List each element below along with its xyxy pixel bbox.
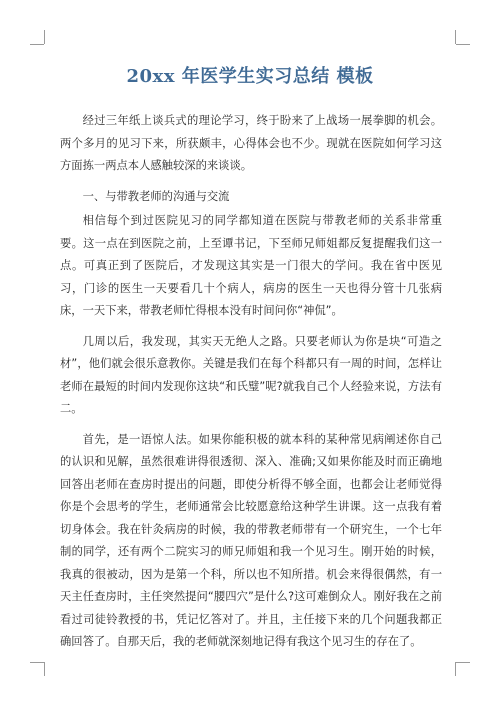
intro-paragraph: 经过三年纸上谈兵式的理论学习，终于盼来了上战场一展拳脚的机会。两个多月的见习下来，所获颇丰，心得体会也不少。现就在医院如何学习这方面拣一两点本人感触较深的来谈谈。 (60, 114, 442, 172)
document-title: 20xx 年医学生实习总结 模板 (126, 66, 374, 87)
body-paragraph: 相信每个到过医院见习的同学都知道在医院与带教老师的关系非常重要。这一点在到医院之前，上至谭书记，下至师兄师姐都反复提醒我们这一点。可真正到了医院后，才发现这其实是一门很大的学问。我在省中医见习，门诊的医生一天要看几十个病人，病房的医生一天也得分管十几张病床，一天下来，带教老师忙得根本没有时间问你“神侃”。 (60, 214, 442, 317)
body-paragraph: 几周以后，我发现，其实天无绝人之路。只要老师认为你是块“可造之材”，他们就会很乐意教你。关键是我们在每个科都只有一周的时间，怎样让老师在最短的时间内发现你这块“和氏璧”呢?就我自己个人经验来说，方法有二。 (60, 334, 442, 415)
document-body (60, 110, 442, 662)
body-paragraph: 首先，是一语惊人法。如果你能积极的就本科的某种常见病阐述你自己的认识和见解，虽然很难讲得很透彻、深入、准确;又如果你能及时而正确地回答出老师在查房时提出的问题，即使分析得不够全面，也都会让老师觉得你是个会思考的学生，老师通常会比较愿意给这种学生讲课。这一点我有着切身体会。我在针灸病房的时候，我的带教老师带有一个研究生，一个七年制的同学，还有两个二院实习的师兄师姐和我一个见习生。刚开始的时候，我真的很被动，因为是第一个科，所以也不知所措。机会来得很偶然，有一天主任查房时，主任突然提问“腰四穴”是什么?这可难倒众人。刚好我在之前看过司徒铃教授的书，凭记忆答对了。并且，主任接下来的几个问题我都正确回答了。自那天后，我的老师就深刻地记得有我这个见习生的存在了。 (60, 432, 442, 648)
section-heading: 一、与带教老师的沟通与交流 (82, 189, 230, 203)
